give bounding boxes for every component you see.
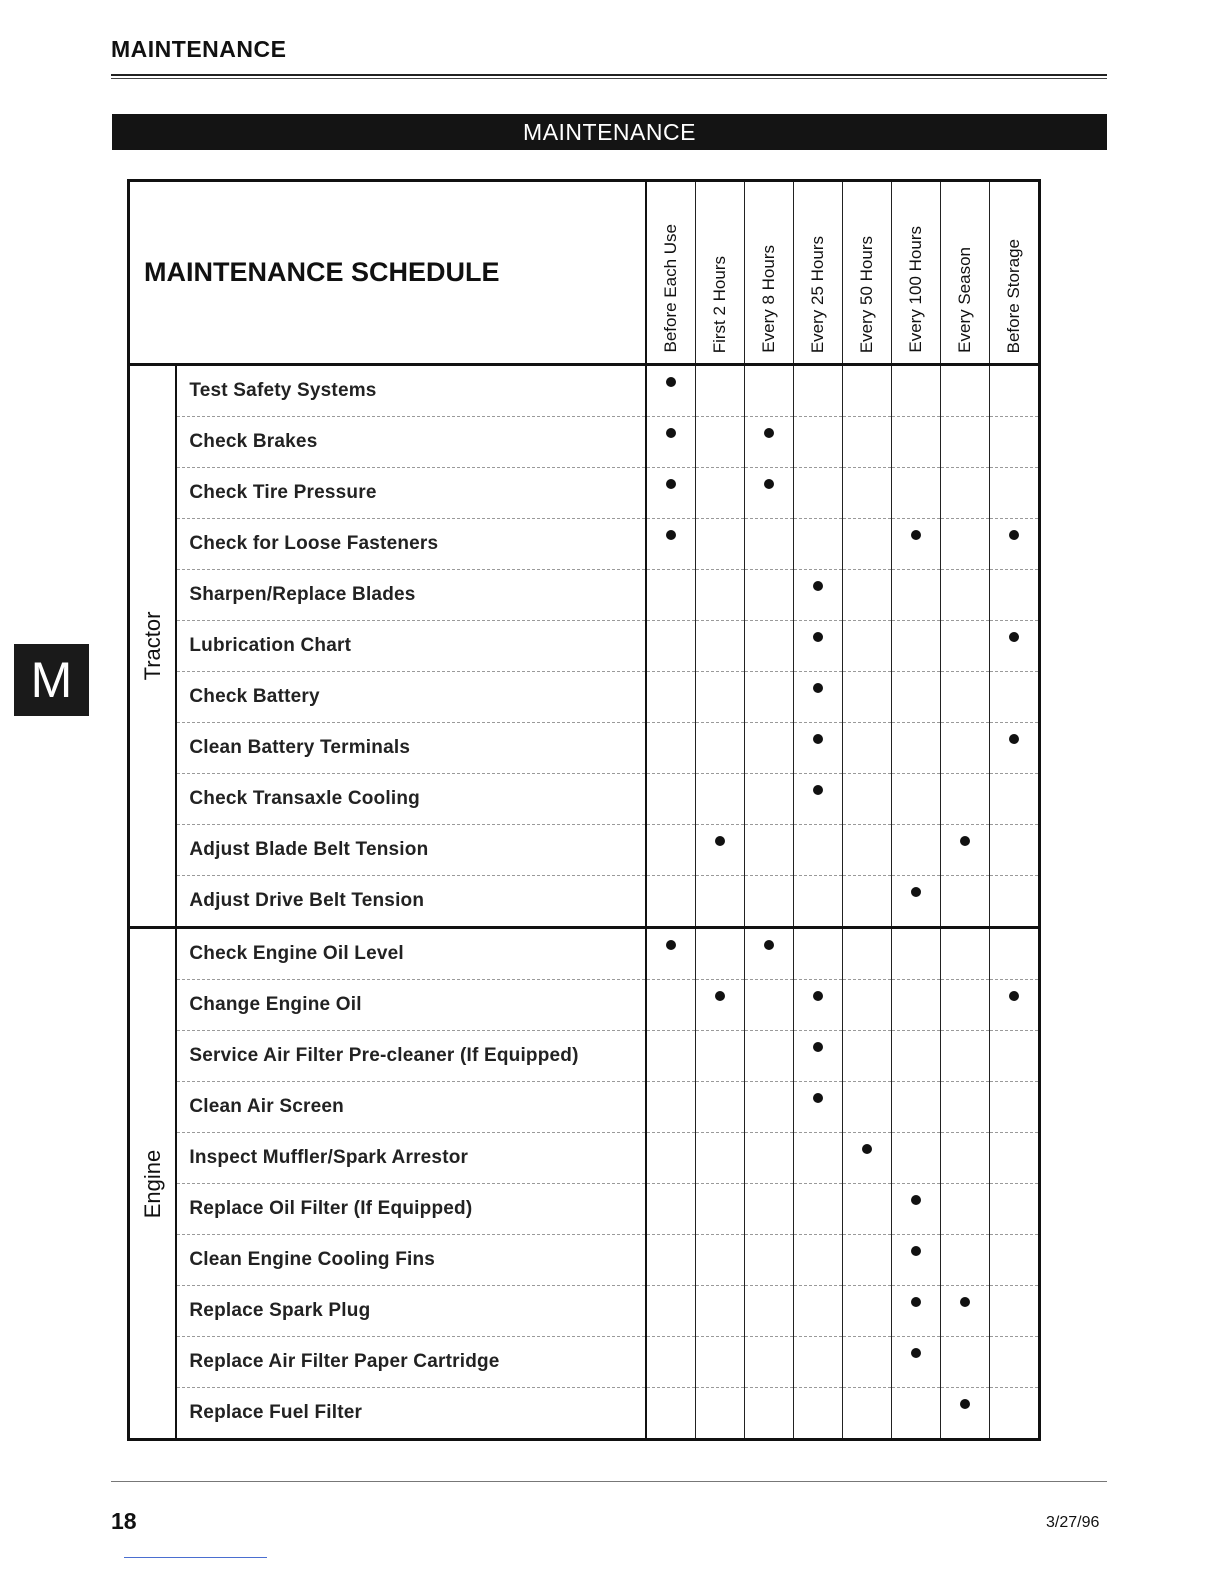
schedule-cell (990, 825, 1040, 876)
task-label: Check for Loose Fasteners (176, 519, 646, 570)
schedule-cell (843, 672, 892, 723)
bullet-mark-icon (960, 836, 970, 846)
task-label: Check Brakes (176, 417, 646, 468)
bullet-mark-icon (666, 940, 676, 950)
schedule-cell (843, 876, 892, 928)
task-label: Sharpen/Replace Blades (176, 570, 646, 621)
decorative-line (124, 1557, 267, 1558)
schedule-cell (941, 1031, 990, 1082)
schedule-cell (843, 723, 892, 774)
bullet-mark-icon (911, 887, 921, 897)
schedule-cell (745, 570, 794, 621)
task-label: Service Air Filter Pre-cleaner (If Equipped) (176, 1031, 646, 1082)
schedule-cell (794, 1133, 843, 1184)
schedule-cell (646, 365, 696, 417)
schedule-cell (941, 1235, 990, 1286)
bullet-mark-icon (715, 991, 725, 1001)
schedule-cell (646, 1235, 696, 1286)
table-row (129, 468, 1040, 519)
schedule-cell (843, 1337, 892, 1388)
schedule-cell (843, 570, 892, 621)
schedule-cell (745, 928, 794, 980)
table-row (129, 980, 1040, 1031)
schedule-cell (990, 980, 1040, 1031)
bullet-mark-icon (960, 1297, 970, 1307)
schedule-cell (646, 825, 696, 876)
schedule-cell (794, 1082, 843, 1133)
task-label: Inspect Muffler/Spark Arrestor (176, 1133, 646, 1184)
schedule-cell (892, 1337, 941, 1388)
table-row (129, 672, 1040, 723)
schedule-cell (941, 1082, 990, 1133)
schedule-cell (794, 876, 843, 928)
column-header: Every Season (941, 181, 990, 365)
table-row (129, 1286, 1040, 1337)
schedule-cell (646, 570, 696, 621)
schedule-cell (843, 365, 892, 417)
table-row (129, 1337, 1040, 1388)
table-row (129, 417, 1040, 468)
bullet-mark-icon (911, 530, 921, 540)
schedule-cell (941, 570, 990, 621)
schedule-cell (941, 1286, 990, 1337)
group-label-cell (129, 928, 177, 1440)
bullet-mark-icon (813, 1093, 823, 1103)
schedule-cell (941, 980, 990, 1031)
schedule-cell (843, 980, 892, 1031)
schedule-cell (794, 1286, 843, 1337)
schedule-cell (990, 1235, 1040, 1286)
schedule-cell (794, 468, 843, 519)
schedule-cell (892, 1286, 941, 1337)
schedule-cell (941, 672, 990, 723)
schedule-cell (794, 1235, 843, 1286)
schedule-cell (696, 365, 745, 417)
schedule-cell (646, 876, 696, 928)
column-header: Every 100 Hours (892, 181, 941, 365)
bullet-mark-icon (715, 836, 725, 846)
schedule-cell (745, 519, 794, 570)
schedule-cell (941, 365, 990, 417)
schedule-cell (843, 468, 892, 519)
schedule-cell (794, 570, 843, 621)
bullet-mark-icon (960, 1399, 970, 1409)
schedule-cell (941, 1184, 990, 1235)
schedule-cell (941, 825, 990, 876)
table-row (129, 365, 1040, 417)
schedule-cell (990, 774, 1040, 825)
schedule-cell (646, 1337, 696, 1388)
task-label: Replace Air Filter Paper Cartridge (176, 1337, 646, 1388)
bullet-mark-icon (1009, 632, 1019, 642)
bullet-mark-icon (666, 428, 676, 438)
schedule-cell (794, 1031, 843, 1082)
header-rule-thin (111, 78, 1107, 79)
schedule-cell (745, 468, 794, 519)
schedule-cell (794, 1184, 843, 1235)
section-tab-marker: M (14, 644, 89, 716)
schedule-cell (794, 980, 843, 1031)
schedule-cell (990, 1031, 1040, 1082)
bullet-mark-icon (666, 377, 676, 387)
schedule-cell (843, 1031, 892, 1082)
schedule-cell (892, 621, 941, 672)
schedule-cell (794, 1337, 843, 1388)
schedule-cell (745, 1031, 794, 1082)
bullet-mark-icon (813, 734, 823, 744)
table-row (129, 825, 1040, 876)
schedule-cell (696, 980, 745, 1031)
schedule-cell (941, 723, 990, 774)
schedule-cell (990, 1184, 1040, 1235)
schedule-cell (990, 1082, 1040, 1133)
schedule-cell (745, 825, 794, 876)
schedule-cell (990, 1337, 1040, 1388)
bullet-mark-icon (911, 1195, 921, 1205)
schedule-cell (646, 1388, 696, 1440)
schedule-cell (990, 417, 1040, 468)
table-row (129, 570, 1040, 621)
schedule-cell (941, 928, 990, 980)
schedule-cell (941, 621, 990, 672)
schedule-cell (892, 1184, 941, 1235)
schedule-cell (892, 1133, 941, 1184)
table-row (129, 1031, 1040, 1082)
schedule-cell (794, 1388, 843, 1440)
bullet-mark-icon (1009, 530, 1019, 540)
schedule-cell (745, 672, 794, 723)
task-label: Clean Engine Cooling Fins (176, 1235, 646, 1286)
bullet-mark-icon (911, 1246, 921, 1256)
schedule-cell (990, 928, 1040, 980)
schedule-cell (696, 570, 745, 621)
schedule-cell (892, 1388, 941, 1440)
task-label: Check Transaxle Cooling (176, 774, 646, 825)
column-header: Before Storage (990, 181, 1040, 365)
column-header: Every 50 Hours (843, 181, 892, 365)
schedule-cell (892, 570, 941, 621)
table-row (129, 1235, 1040, 1286)
bullet-mark-icon (813, 581, 823, 591)
schedule-cell (696, 825, 745, 876)
schedule-cell (892, 519, 941, 570)
bullet-mark-icon (1009, 734, 1019, 744)
schedule-cell (990, 876, 1040, 928)
task-label: Test Safety Systems (176, 365, 646, 417)
table-header-row (129, 181, 1040, 365)
schedule-cell (745, 980, 794, 1031)
table-row (129, 1184, 1040, 1235)
bullet-mark-icon (1009, 991, 1019, 1001)
schedule-cell (843, 774, 892, 825)
task-label: Replace Spark Plug (176, 1286, 646, 1337)
schedule-cell (696, 1388, 745, 1440)
task-label: Adjust Blade Belt Tension (176, 825, 646, 876)
schedule-cell (892, 365, 941, 417)
table-row (129, 774, 1040, 825)
schedule-cell (892, 928, 941, 980)
schedule-cell (843, 519, 892, 570)
schedule-cell (794, 417, 843, 468)
schedule-cell (794, 928, 843, 980)
table-row (129, 1133, 1040, 1184)
task-label: Clean Air Screen (176, 1082, 646, 1133)
schedule-cell (745, 876, 794, 928)
bullet-mark-icon (911, 1348, 921, 1358)
schedule-cell (696, 1286, 745, 1337)
schedule-cell (892, 468, 941, 519)
schedule-cell (941, 876, 990, 928)
schedule-cell (892, 1082, 941, 1133)
schedule-cell (990, 621, 1040, 672)
schedule-cell (696, 1337, 745, 1388)
schedule-cell (990, 672, 1040, 723)
schedule-cell (646, 928, 696, 980)
schedule-cell (646, 519, 696, 570)
group-label-cell (129, 365, 177, 928)
bullet-mark-icon (911, 1297, 921, 1307)
schedule-cell (745, 1235, 794, 1286)
table-row (129, 1082, 1040, 1133)
schedule-cell (646, 1082, 696, 1133)
bullet-mark-icon (666, 530, 676, 540)
task-label: Clean Battery Terminals (176, 723, 646, 774)
column-header: First 2 Hours (696, 181, 745, 365)
task-label: Check Engine Oil Level (176, 928, 646, 980)
bullet-mark-icon (813, 785, 823, 795)
schedule-cell (892, 1235, 941, 1286)
column-header: Before Each Use (646, 181, 696, 365)
schedule-cell (941, 774, 990, 825)
task-label: Replace Fuel Filter (176, 1388, 646, 1440)
schedule-cell (941, 1388, 990, 1440)
task-label: Check Tire Pressure (176, 468, 646, 519)
schedule-cell (646, 621, 696, 672)
group-label: Tractor (139, 611, 165, 681)
schedule-cell (646, 417, 696, 468)
page-number: 18 (111, 1508, 137, 1534)
bullet-mark-icon (813, 683, 823, 693)
schedule-cell (696, 1235, 745, 1286)
column-header: Every 25 Hours (794, 181, 843, 365)
schedule-cell (745, 621, 794, 672)
schedule-cell (794, 825, 843, 876)
header-rule (111, 74, 1107, 76)
schedule-cell (745, 1388, 794, 1440)
schedule-cell (794, 519, 843, 570)
schedule-cell (696, 1133, 745, 1184)
page-header-title: MAINTENANCE (111, 36, 287, 62)
schedule-cell (696, 774, 745, 825)
task-label: Lubrication Chart (176, 621, 646, 672)
schedule-cell (696, 723, 745, 774)
schedule-cell (990, 1286, 1040, 1337)
schedule-cell (696, 519, 745, 570)
schedule-cell (745, 774, 794, 825)
schedule-cell (843, 1235, 892, 1286)
schedule-body (129, 365, 1040, 1440)
schedule-cell (892, 774, 941, 825)
bullet-mark-icon (764, 479, 774, 489)
schedule-cell (990, 1388, 1040, 1440)
schedule-cell (843, 621, 892, 672)
schedule-cell (990, 519, 1040, 570)
schedule-cell (892, 980, 941, 1031)
schedule-cell (745, 723, 794, 774)
schedule-cell (843, 1286, 892, 1337)
schedule-cell (745, 1184, 794, 1235)
schedule-cell (990, 365, 1040, 417)
task-label: Check Battery (176, 672, 646, 723)
schedule-cell (696, 1031, 745, 1082)
schedule-cell (646, 774, 696, 825)
schedule-cell (941, 519, 990, 570)
revision-date: 3/27/96 (1046, 1514, 1100, 1531)
schedule-cell (892, 825, 941, 876)
schedule-cell (990, 1133, 1040, 1184)
schedule-cell (794, 723, 843, 774)
table-row (129, 928, 1040, 980)
table-row (129, 876, 1040, 928)
bullet-mark-icon (862, 1144, 872, 1154)
schedule-cell (745, 1082, 794, 1133)
schedule-cell (892, 672, 941, 723)
bullet-mark-icon (813, 991, 823, 1001)
schedule-cell (646, 468, 696, 519)
schedule-cell (745, 1337, 794, 1388)
schedule-cell (794, 774, 843, 825)
bullet-mark-icon (764, 940, 774, 950)
schedule-cell (843, 1133, 892, 1184)
schedule-cell (843, 1388, 892, 1440)
schedule-cell (892, 417, 941, 468)
schedule-cell (990, 570, 1040, 621)
section-banner: MAINTENANCE (112, 114, 1107, 150)
schedule-cell (745, 1286, 794, 1337)
schedule-cell (696, 417, 745, 468)
schedule-cell (696, 1082, 745, 1133)
schedule-cell (990, 468, 1040, 519)
schedule-cell (941, 417, 990, 468)
bullet-mark-icon (813, 632, 823, 642)
task-label: Adjust Drive Belt Tension (176, 876, 646, 928)
schedule-cell (892, 723, 941, 774)
schedule-cell (892, 1031, 941, 1082)
schedule-cell (745, 417, 794, 468)
schedule-cell (696, 672, 745, 723)
schedule-cell (696, 468, 745, 519)
schedule-cell (696, 1184, 745, 1235)
schedule-cell (646, 1031, 696, 1082)
schedule-cell (745, 1133, 794, 1184)
schedule-cell (646, 723, 696, 774)
schedule-cell (696, 928, 745, 980)
schedule-cell (794, 365, 843, 417)
table-row (129, 723, 1040, 774)
schedule-cell (646, 1184, 696, 1235)
group-label: Engine (139, 1149, 165, 1218)
schedule-cell (843, 1082, 892, 1133)
schedule-cell (646, 980, 696, 1031)
schedule-cell (646, 672, 696, 723)
schedule-cell (696, 621, 745, 672)
table-row (129, 1388, 1040, 1440)
schedule-cell (646, 1286, 696, 1337)
table-row (129, 519, 1040, 570)
schedule-cell (941, 468, 990, 519)
schedule-title: MAINTENANCE SCHEDULE (129, 181, 647, 365)
schedule-cell (745, 365, 794, 417)
bullet-mark-icon (813, 1042, 823, 1052)
footer-rule (111, 1481, 1107, 1482)
table-row (129, 621, 1040, 672)
schedule-cell (941, 1337, 990, 1388)
schedule-cell (892, 876, 941, 928)
schedule-cell (990, 723, 1040, 774)
bullet-mark-icon (764, 428, 774, 438)
schedule-cell (646, 1133, 696, 1184)
schedule-cell (941, 1133, 990, 1184)
schedule-cell (843, 1184, 892, 1235)
task-label: Change Engine Oil (176, 980, 646, 1031)
column-header: Every 8 Hours (745, 181, 794, 365)
schedule-cell (696, 876, 745, 928)
schedule-cell (843, 825, 892, 876)
schedule-cell (794, 672, 843, 723)
schedule-cell (843, 928, 892, 980)
bullet-mark-icon (666, 479, 676, 489)
maintenance-schedule-table (127, 179, 1041, 1441)
schedule-cell (843, 417, 892, 468)
schedule-cell (794, 621, 843, 672)
task-label: Replace Oil Filter (If Equipped) (176, 1184, 646, 1235)
